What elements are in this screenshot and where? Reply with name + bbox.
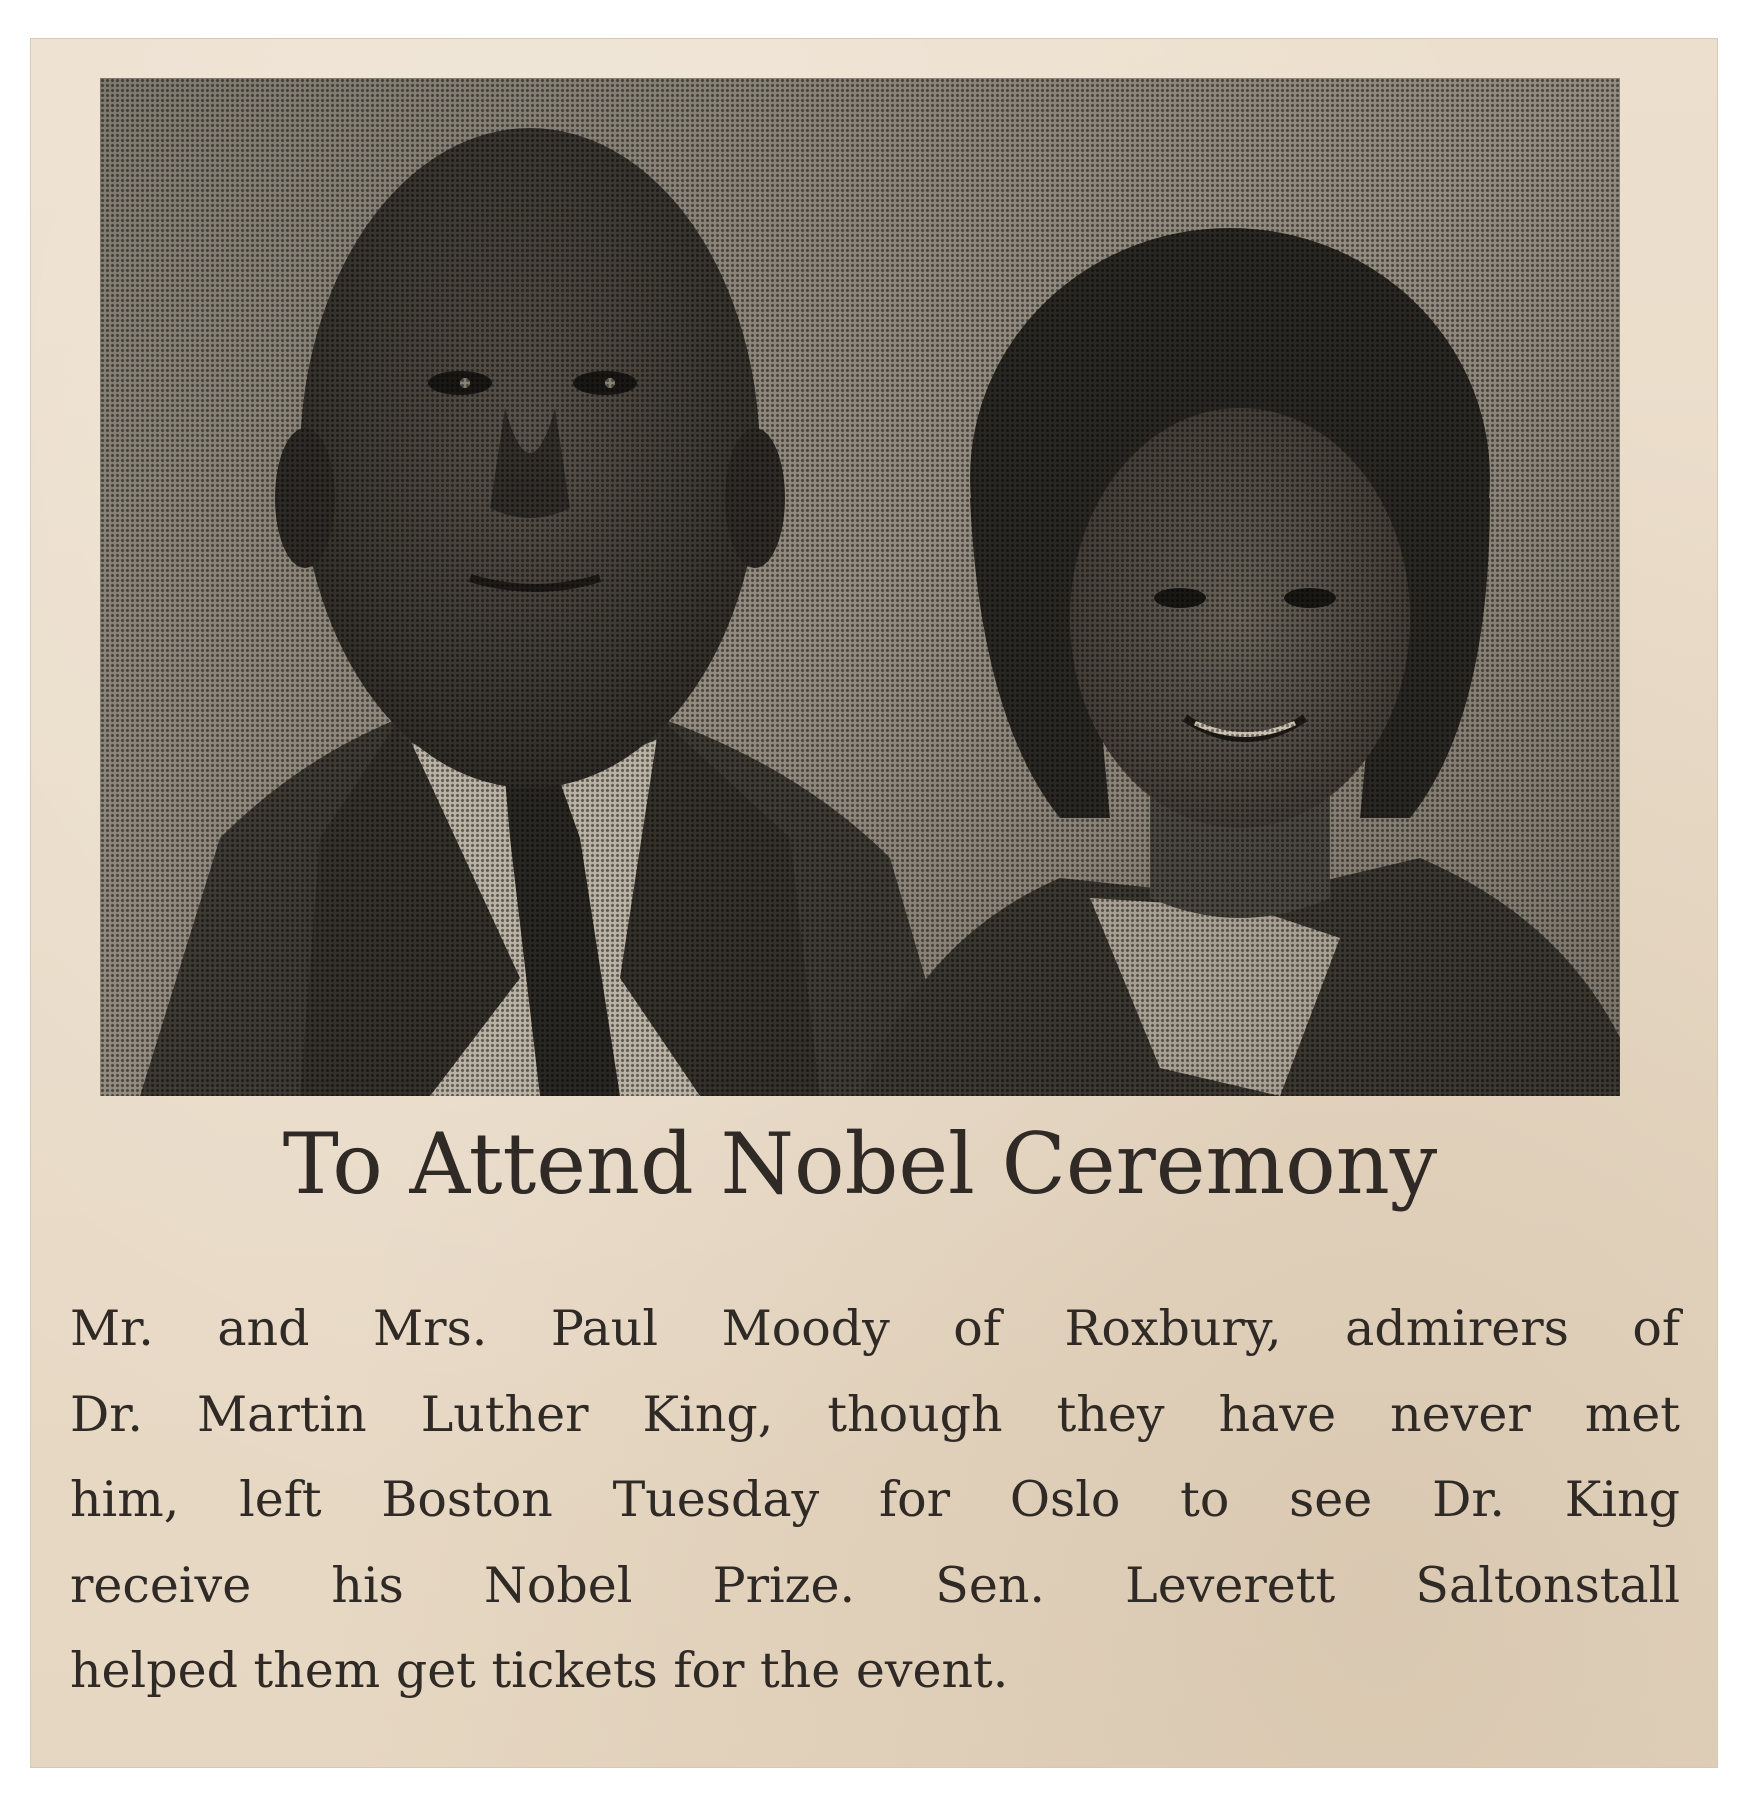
caption-line: helped them get tickets for the event. <box>70 1642 1009 1699</box>
headline: To Attend Nobel Ceremony <box>282 1115 1438 1213</box>
newspaper-clipping <box>30 38 1718 1768</box>
caption-line: him, left Boston Tuesday for Oslo to see Dr. King <box>70 1471 1680 1528</box>
caption-line: receive his Nobel Prize. Sen. Leverett Saltonstall <box>70 1556 1680 1614</box>
caption-line: Dr. Martin Luther King, though they have never met <box>70 1385 1680 1443</box>
caption-paragraph <box>70 1286 1680 1714</box>
halftone-photo <box>100 78 1620 1096</box>
caption-line: Mr. and Mrs. Paul Moody of Roxbury, admirers of <box>70 1300 1680 1357</box>
